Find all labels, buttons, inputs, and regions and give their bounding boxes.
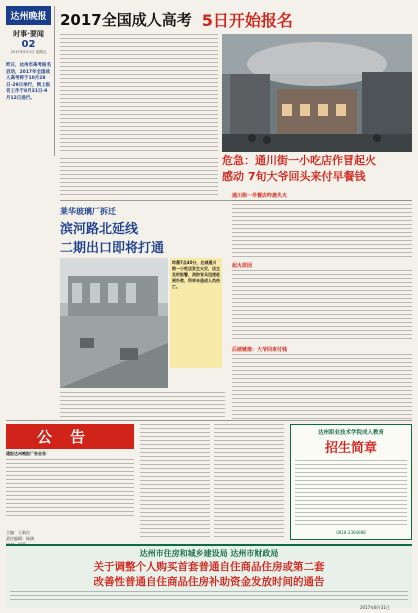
college-ad	[290, 424, 412, 540]
section-rule-2	[6, 420, 412, 421]
mid-bottom-column-2	[214, 424, 284, 540]
road-headline-line2: 二期出口即将打通	[60, 241, 165, 256]
top-headline	[60, 8, 412, 30]
announcement-body	[10, 591, 408, 603]
designer-name: 责任编辑：杨满	[6, 536, 34, 541]
fire-headline	[222, 152, 412, 182]
fire-story-body-3	[232, 354, 412, 420]
fire-subhead-text: 通川街一早餐店昨晨失火	[232, 193, 288, 199]
announcement-line2: 改善性普通自住商品住房补助资金发放时间的通告	[93, 576, 325, 588]
road-story-heading	[60, 206, 225, 256]
page-number: 02	[21, 39, 36, 50]
paper-logo: 达州晚报	[6, 6, 51, 25]
announcement-line1: 关于调整个人购买首套普通自住商品住房或第二套	[93, 561, 325, 573]
road-sidebar-text: 昨晨7点40分，达城通川街一小吃店发生火灾，店主及时报警，消防官兵迅速赶到扑救，所幸未造成人员伤亡。	[172, 260, 220, 289]
fire-follow-label: 后续链接：大爷回来付钱	[232, 347, 288, 353]
footer-date: 2017年8月31日	[360, 605, 390, 610]
notice-subtitle: 通报达州晚报广告业务：	[6, 451, 50, 456]
road-kicker: 莱华玻璃厂拆迁	[60, 207, 116, 216]
brief-text: 昨日，达州市高考报名启动，2017年全国成人高考将于10月28日-29日举行，网上报名工作于8月31日-9月12日进行。	[6, 63, 51, 101]
top-article-body-2	[60, 158, 218, 198]
issue-date: 2017年9月1日 星期五	[10, 50, 47, 54]
fire-headline-line2: 感动 7旬大爷回头来付早餐钱	[222, 170, 366, 183]
ad-school: 达州职业技术学院成人教育	[317, 430, 384, 436]
mid-bottom-column-1	[140, 424, 210, 540]
fire-story-body-2	[232, 270, 412, 342]
road-sidebar	[170, 258, 222, 368]
ad-body	[295, 460, 407, 526]
section-name: 时事·要闻	[13, 30, 44, 38]
column-rule	[54, 6, 55, 156]
fire-photo	[222, 34, 412, 152]
fire-story-body	[232, 200, 412, 258]
masthead-column	[6, 6, 51, 166]
announcement-issuers: 达州市住房和城乡建设局 达州市财政局	[139, 549, 279, 558]
ad-title: 招生简章	[324, 441, 377, 456]
road-headline-line1: 滨河路北延线	[60, 222, 139, 237]
top-article-body	[60, 34, 218, 154]
notice-title: 公告	[6, 424, 134, 449]
announcement-band	[6, 544, 412, 608]
fire-headline-line1: 危急：通川街一小吃店作冒起火	[222, 154, 376, 167]
fire-subhead	[232, 192, 412, 199]
notice-box	[6, 424, 134, 524]
headline-black: 2017全国成人高考	[60, 10, 192, 29]
notice-body	[6, 459, 134, 519]
road-photo	[60, 258, 168, 388]
editor-name: 主编：王新民	[6, 530, 30, 535]
headline-red: 5日开始报名	[201, 10, 293, 30]
road-photo-caption	[60, 392, 225, 418]
ad-phone: 0818-2364888	[336, 530, 366, 535]
fire-section-label: 起火原因	[232, 263, 253, 269]
